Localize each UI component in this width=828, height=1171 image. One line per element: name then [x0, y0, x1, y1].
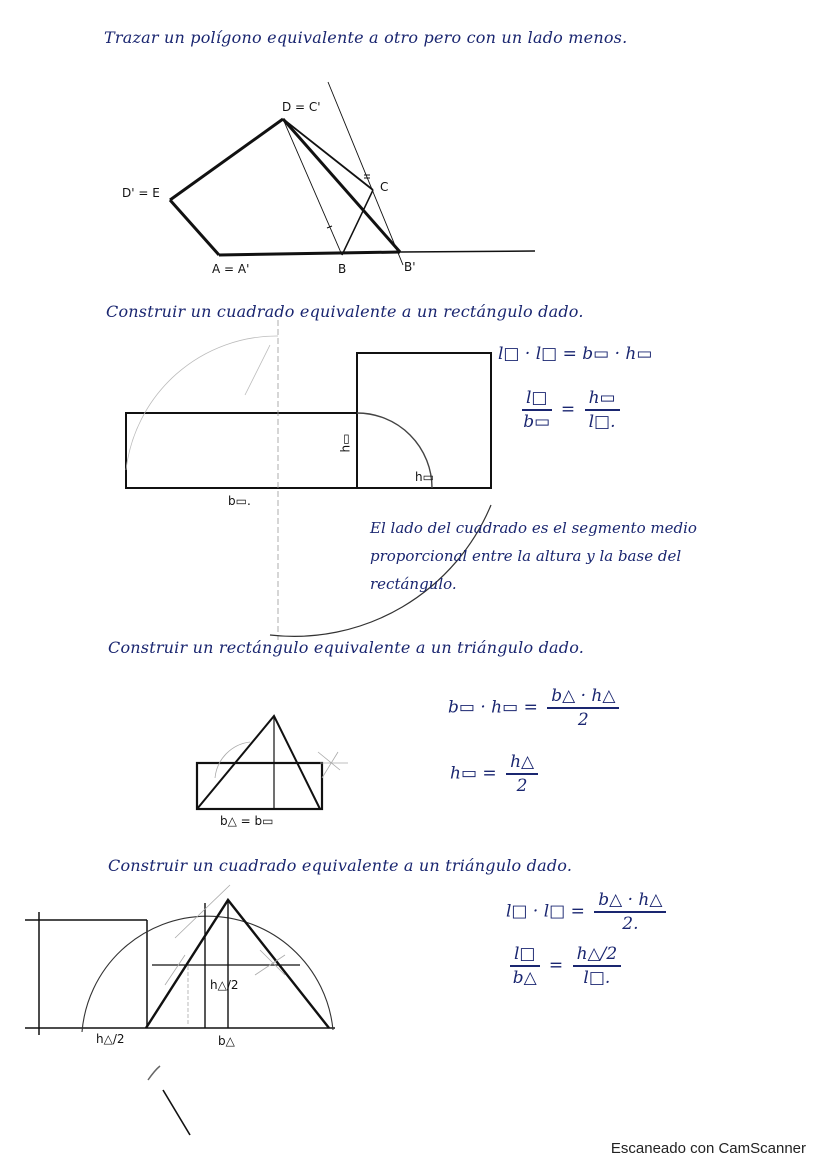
label-b-prime: B' — [404, 260, 416, 274]
fraction-right: $\frac{h▭}{l□.}$ — [585, 388, 620, 432]
label-d-e: D' = E — [122, 186, 160, 200]
label-c: C — [380, 180, 389, 194]
label-h-rect: h▭ — [338, 433, 353, 453]
fraction-right: $\frac{b\triangle \cdot h\triangle}{2.}$ — [594, 890, 666, 934]
section-3-formula-2: h▭ = $\frac{h\triangle}{2}$ — [450, 752, 542, 796]
section-4-formula-1: l□ · l□ = $\frac{b\triangle \cdot h\triangle}{2.}$ — [506, 890, 670, 934]
fraction-left: $\frac{l□}{b▭}$ — [523, 388, 551, 432]
label-half-height: h△/2 — [96, 1032, 125, 1046]
label-base-triangle: b△ — [218, 1034, 235, 1048]
label-b: B — [338, 262, 347, 276]
section-3-heading: Construir un rectángulo equivalente a un triángulo dado. — [108, 638, 585, 657]
formula-left: l□ · l□ = — [498, 344, 577, 364]
rectangle-triangle-construction — [197, 716, 348, 809]
scanner-watermark: Escaneado con CamScanner — [610, 1140, 806, 1157]
section-1-heading: Trazar un polígono equivalente a otro pero con un lado menos. — [104, 28, 628, 47]
label-h-rect-arc: h▭ — [415, 470, 434, 484]
label-half-height-vertical: h△/2 — [210, 978, 239, 992]
fraction-right: $\frac{h\triangle}{2}$ — [506, 752, 538, 796]
section-4-heading: Construir un cuadrado equivalente a un triángulo dado. — [108, 856, 573, 875]
label-base-equal: b△ = b▭ — [220, 814, 274, 828]
section-3-formula-1: b▭ · h▭ = $\frac{b\triangle \cdot h\triangle}{2}$ — [448, 686, 623, 730]
section-4-formula-2: $\frac{l□}{b\triangle}$ = $\frac{h\triangle/2}{l□.}$ — [506, 944, 625, 988]
formula-right: b▭ · h▭ — [582, 344, 653, 364]
label-d-c: D = C' — [282, 100, 321, 114]
section-2-formula-2: $\frac{l□}{b▭}$ = $\frac{h▭}{l□.}$ — [518, 388, 624, 432]
label-b-rect: b▭. — [228, 494, 251, 508]
fraction-left: $\frac{l□}{b\triangle}$ — [510, 944, 540, 988]
section-2-heading: Construir un cuadrado equivalente a un rectángulo dado. — [106, 302, 584, 321]
fraction-right: $\frac{h\triangle/2}{l□.}$ — [573, 944, 622, 988]
square-triangle-construction — [25, 885, 335, 1135]
section-2-note: El lado del cuadrado es el segmento medio proporcional entre la altura y la base del rectángulo. — [370, 519, 697, 593]
section-2-formula-1 — [498, 344, 652, 364]
polygon-construction — [170, 82, 535, 265]
label-a: A = A' — [212, 262, 250, 276]
fraction-right: $\frac{b\triangle \cdot h\triangle}{2}$ — [547, 686, 619, 730]
